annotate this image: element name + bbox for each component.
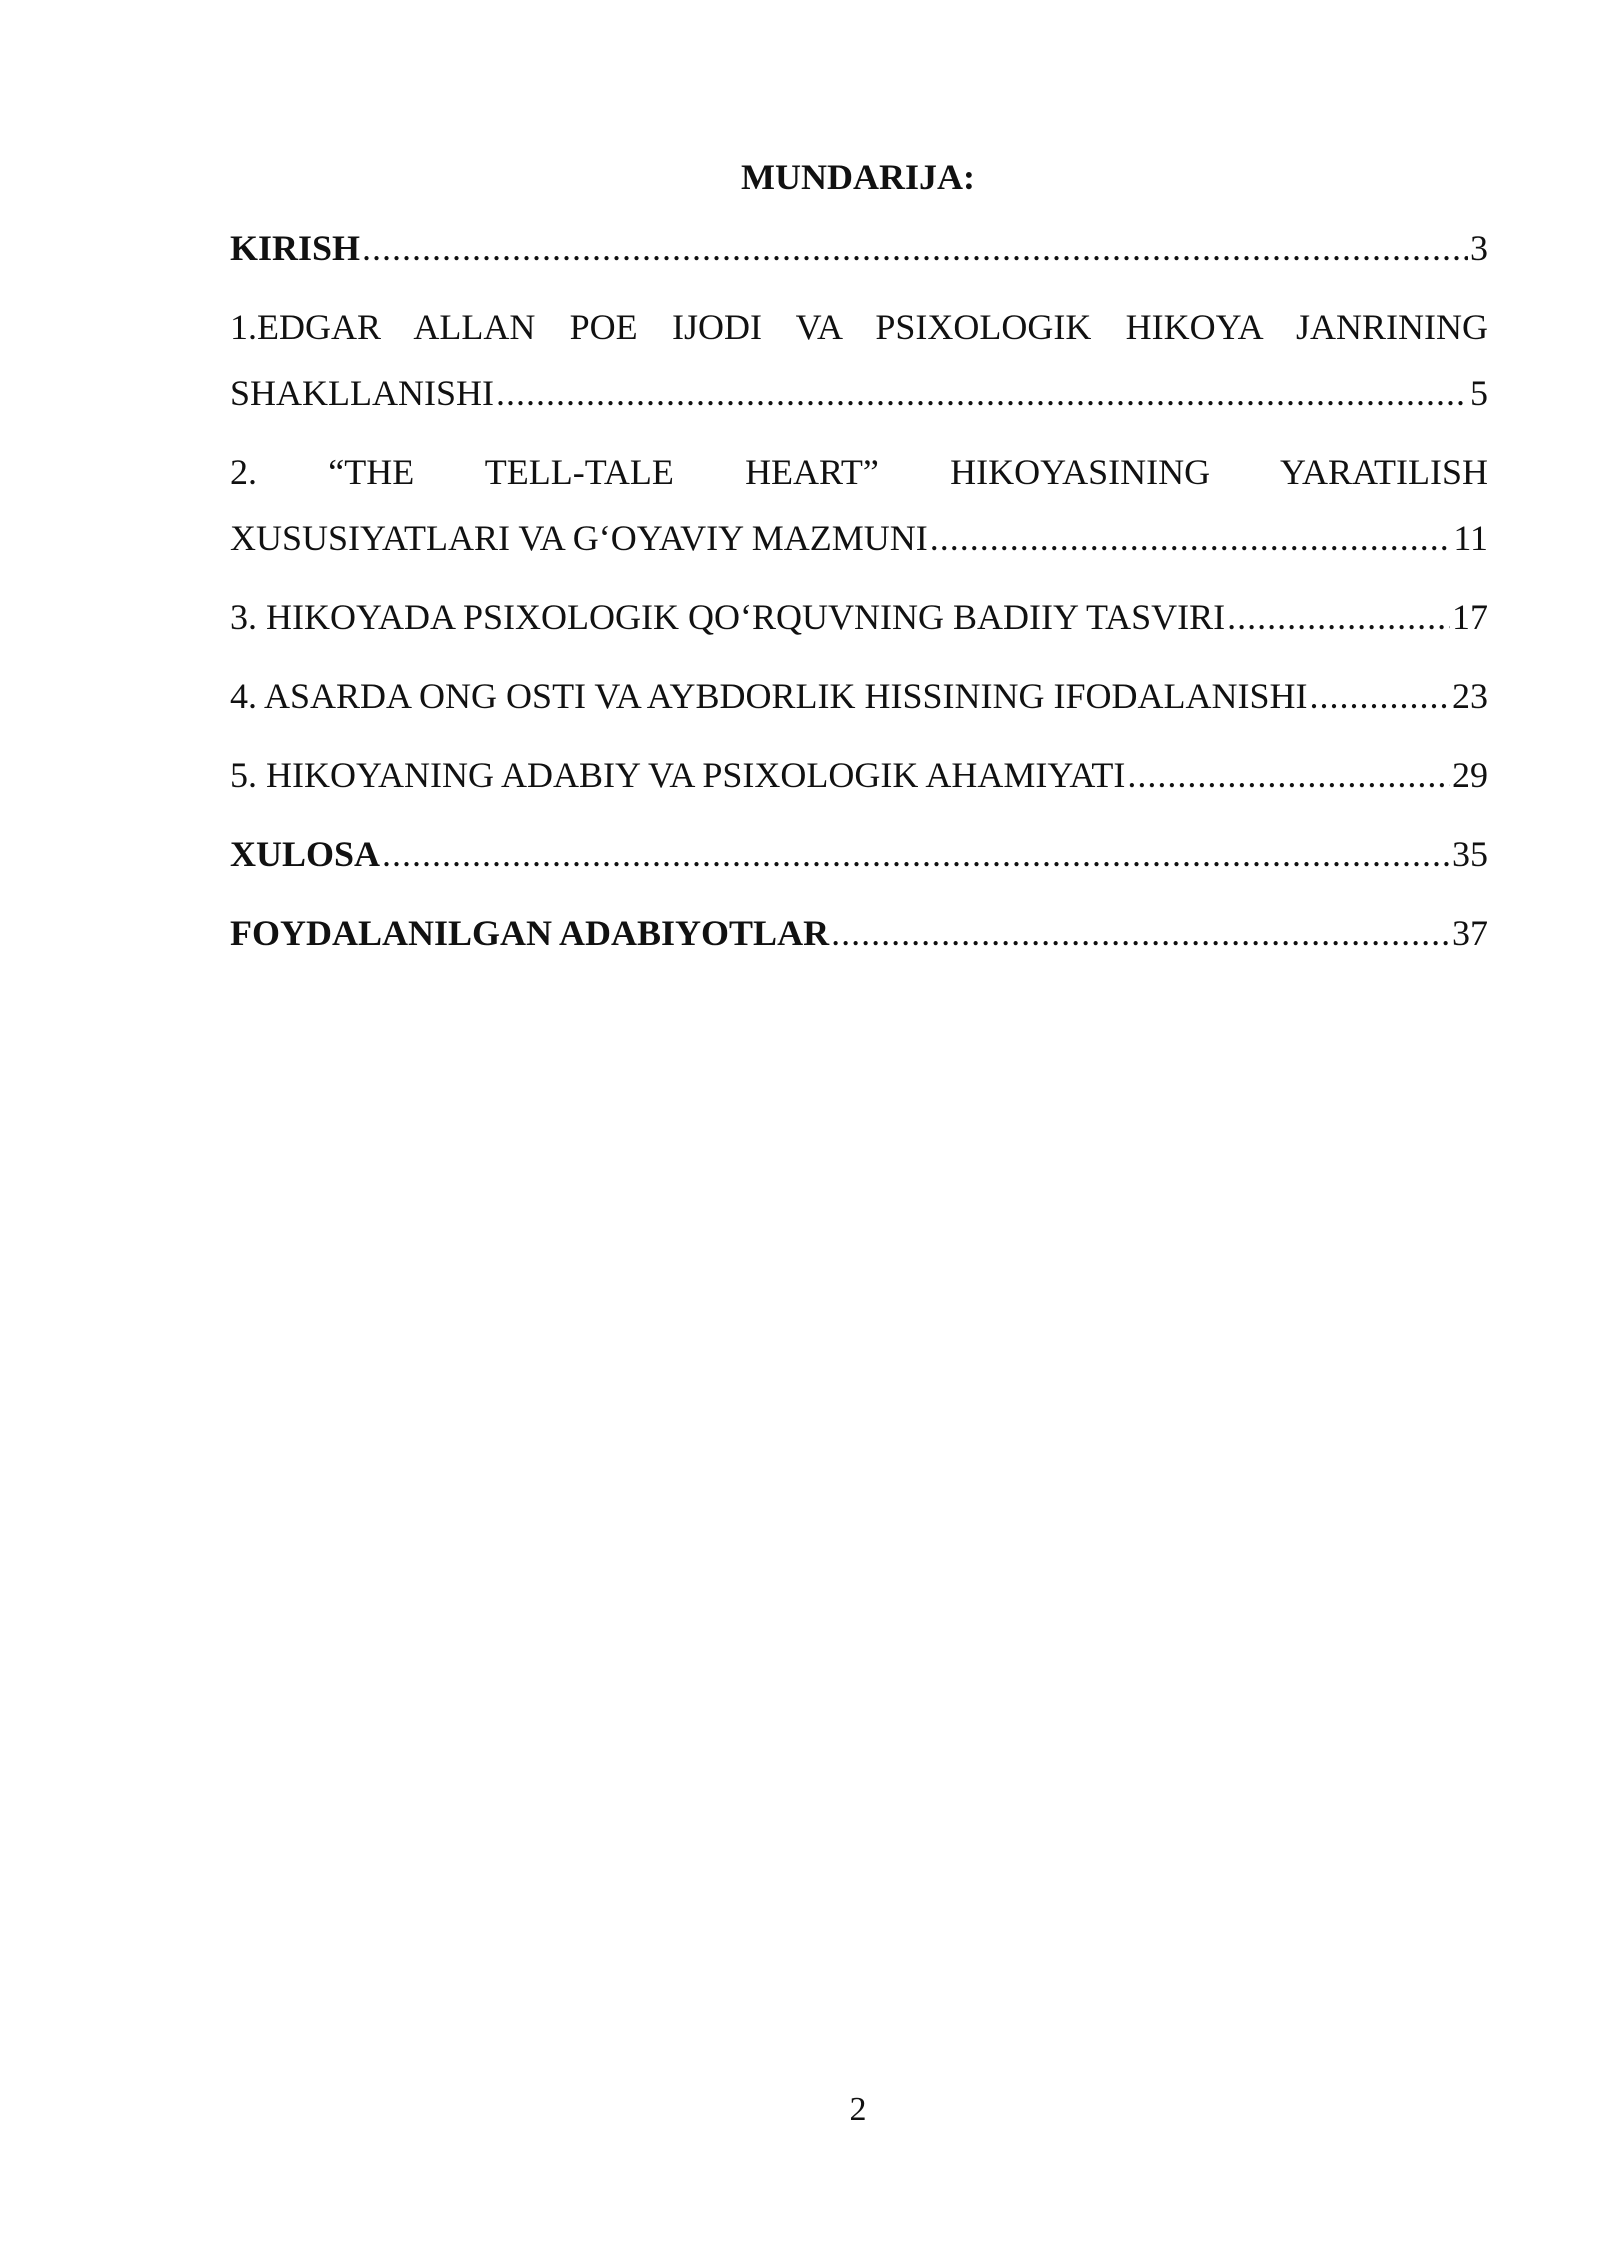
toc-entry-label: XULOSA xyxy=(230,834,381,874)
toc-entry-page: 3 xyxy=(1470,228,1488,268)
toc-entry-kirish[interactable] xyxy=(230,215,1488,281)
toc-entry-xulosa[interactable] xyxy=(230,821,1488,887)
page-number: 2 xyxy=(849,2091,867,2128)
dot-leader xyxy=(1127,742,1450,808)
dot-leader xyxy=(1227,584,1450,650)
dot-leader xyxy=(362,215,1468,281)
toc-entry-chapter-1[interactable] xyxy=(230,294,1488,426)
table-of-contents xyxy=(230,215,1488,966)
toc-entry-label: KIRISH xyxy=(230,228,361,268)
toc-entry-page: 37 xyxy=(1452,913,1488,953)
toc-entry-label-line-1: 2. “THE TELL-TALE HEART” HIKOYASINING YARATILISH xyxy=(230,452,1488,492)
dot-leader xyxy=(496,360,1468,426)
toc-entry-references[interactable] xyxy=(230,900,1488,966)
toc-entry-page: 29 xyxy=(1452,755,1488,795)
toc-entry-page: 35 xyxy=(1452,834,1488,874)
dot-leader xyxy=(382,821,1450,887)
toc-entry-chapter-5[interactable] xyxy=(230,742,1488,808)
toc-title: MUNDARIJA: xyxy=(741,157,975,197)
dot-leader xyxy=(930,505,1452,571)
toc-entry-label: FOYDALANILGAN ADABIYOTLAR xyxy=(230,913,830,953)
toc-entry-chapter-4[interactable] xyxy=(230,663,1488,729)
dot-leader xyxy=(1309,663,1450,729)
dot-leader xyxy=(831,900,1450,966)
toc-entry-page: 23 xyxy=(1452,676,1488,716)
toc-entry-label: 4. ASARDA ONG OSTI VA AYBDORLIK HISSINING IFODALANISHI xyxy=(230,676,1308,716)
toc-entry-label-line-1: 1.EDGAR ALLAN POE IJODI VA PSIXOLOGIK HIKOYA JANRINING xyxy=(230,307,1488,347)
toc-entry-label: 3. HIKOYADA PSIXOLOGIK QO‘RQUVNING BADIIY TASVIRI xyxy=(230,597,1226,637)
toc-entry-label-line-2: SHAKLLANISHI xyxy=(230,373,494,413)
toc-entry-page: 17 xyxy=(1452,597,1488,637)
toc-entry-page: 11 xyxy=(1453,518,1488,558)
toc-entry-chapter-2[interactable] xyxy=(230,439,1488,571)
toc-entry-label: 5. HIKOYANING ADABIY VA PSIXOLOGIK AHAMIYATI xyxy=(230,755,1126,795)
toc-entry-label-line-2: XUSUSIYATLARI VA G‘OYAVIY MAZMUNI xyxy=(230,518,928,558)
toc-entry-chapter-3[interactable] xyxy=(230,584,1488,650)
toc-entry-page: 5 xyxy=(1470,373,1488,413)
